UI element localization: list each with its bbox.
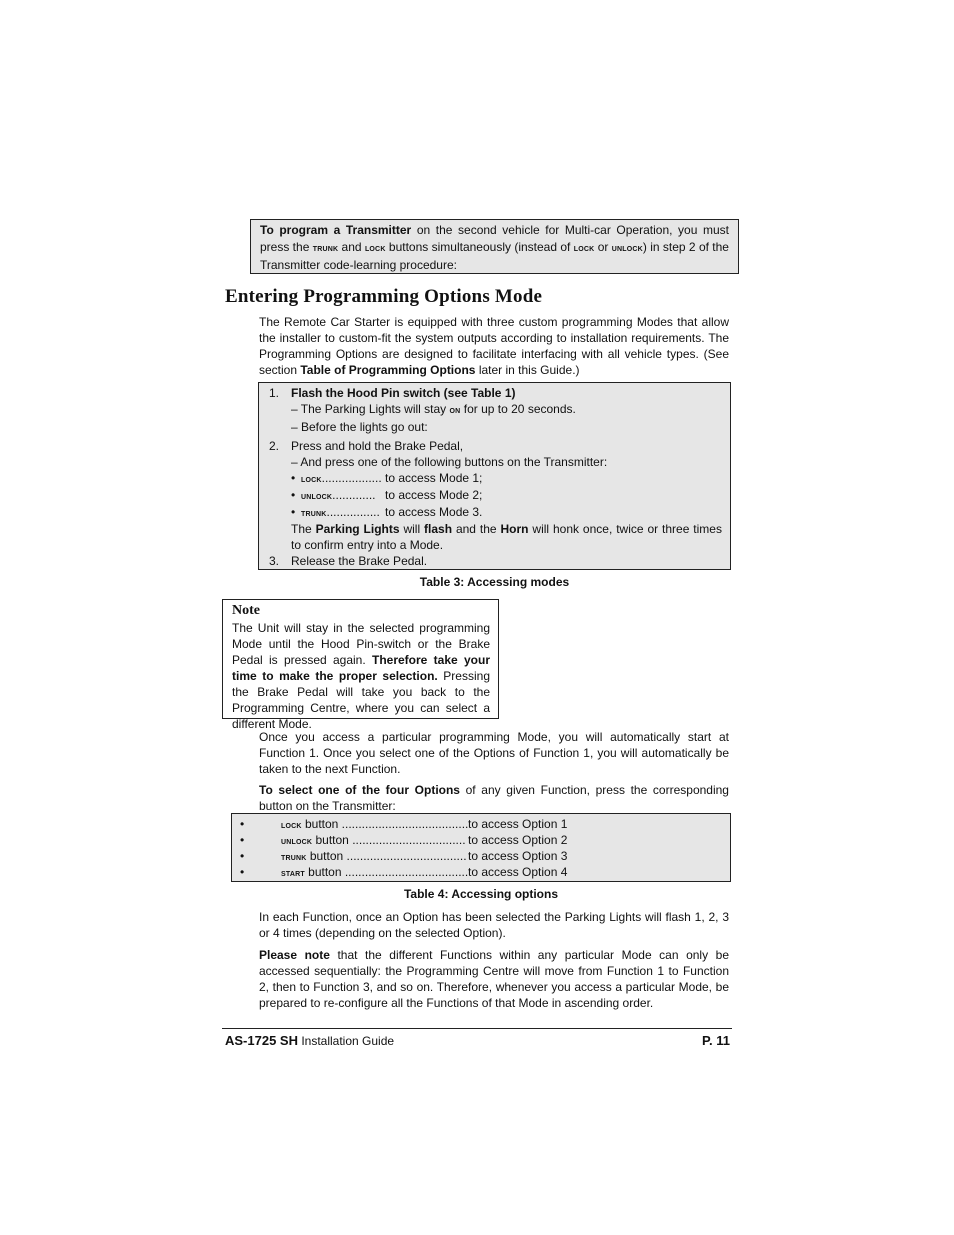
bullet-icon: •: [240, 865, 245, 879]
bullet-icon: •: [291, 505, 296, 519]
footer-guide-title: [225, 1033, 394, 1048]
step-1: [269, 385, 722, 435]
lock-key-label: lock: [364, 243, 386, 254]
note-text: on the second vehicle for Multi-car Operation, you must press the: [260, 223, 729, 254]
option-label: [281, 864, 468, 882]
flash-paragraph: In each Function, once an Option has been selected the Parking Lights will flash 1, 2, 3 or 4 times (depending on the selected Option).: [259, 910, 729, 940]
on-key-label: on: [449, 405, 461, 416]
transmitter-note-box: [250, 219, 739, 274]
step-2: [269, 438, 722, 553]
confirm-text: The: [291, 522, 316, 536]
select-bold: To select one of the four Options: [259, 783, 460, 797]
confirm-bold: Parking Lights: [315, 522, 400, 536]
note-text: buttons simultaneously (instead of: [385, 240, 574, 254]
model-number: AS-1725 SH: [225, 1033, 298, 1048]
confirm-text: and the: [452, 522, 501, 536]
option-row: [240, 848, 730, 864]
bullet-label: [301, 470, 385, 488]
accessing-modes-table: [258, 382, 731, 570]
step-detail-text: for up to 20 seconds.: [460, 402, 576, 416]
bullet-text: to access Mode 2;: [385, 488, 483, 502]
table-4-caption: Table 4: Accessing options: [403, 887, 559, 901]
note-text: ) in step 2 of the Transmitter code-learning procedure:: [260, 240, 729, 272]
bullet-icon: •: [240, 817, 245, 831]
option-row: [240, 816, 730, 832]
confirm-bold: flash: [424, 522, 453, 536]
option-text: to access Option 2: [468, 833, 568, 847]
note-body: [232, 620, 490, 732]
button-word: button: [304, 865, 342, 879]
note-title: Note: [232, 603, 260, 618]
bullet-icon: •: [240, 849, 245, 863]
bullet-label: [301, 487, 385, 505]
trunk-key-label: trunk: [281, 852, 307, 863]
step-detail-text: – The Parking Lights will stay: [291, 402, 450, 416]
option-text: to access Option 3: [468, 849, 568, 863]
please-note-text: that the different Functions within any particular Mode can only be accessed sequentially: the Programming Centre will move from Function 1 to Function 2, then to Function 3, and so on. Therefore, whenever you access a particular Mode, be prepared to re-configure all the Functions of that Mode in ascending order.: [259, 948, 729, 1010]
step-confirm-text: [291, 521, 722, 553]
step-number: 2.: [269, 439, 280, 453]
step-3: [269, 553, 722, 569]
accessing-options-table: [231, 813, 731, 882]
note-bold-lead: To program a Transmitter: [260, 223, 412, 237]
select-option-paragraph: [259, 782, 729, 814]
page-number: P. 11: [702, 1033, 730, 1048]
step-detail: [291, 401, 722, 419]
leader-dots: .............: [332, 488, 376, 502]
option-text: to access Option 4: [468, 865, 568, 879]
option-row: [240, 864, 730, 880]
step-detail: – Before the lights go out:: [291, 420, 428, 434]
leader-dots: ......................................: [338, 817, 468, 831]
button-word: button: [312, 833, 349, 847]
button-word: button: [301, 817, 339, 831]
step-title: Flash the Hood Pin switch (see Table 1): [291, 386, 516, 400]
step-title: Press and hold the Brake Pedal,: [291, 439, 464, 453]
mode-bullet: [291, 504, 722, 521]
leader-dots: ....................................: [343, 849, 467, 863]
mode-bullet: [291, 487, 722, 504]
lock-key-label: lock: [281, 820, 302, 831]
step-detail: – And press one of the following buttons on the Transmitter:: [291, 455, 608, 469]
please-note-paragraph: [259, 947, 729, 1011]
option-row: [240, 832, 730, 848]
bullet-text: to access Mode 3.: [385, 505, 483, 519]
step-title: Release the Brake Pedal.: [291, 554, 428, 568]
option-text: to access Option 1: [468, 817, 568, 831]
intro-bold: Table of Programming Options: [300, 363, 476, 377]
leader-dots: .....................................: [341, 865, 468, 879]
bullet-icon: •: [240, 833, 245, 847]
please-note-bold: Please note: [259, 948, 330, 962]
note-text: The Unit will stay in the selected programming Mode until the Hood Pin-switch or the Brake Pedal is pressed again.: [232, 621, 490, 667]
bullet-icon: •: [291, 471, 296, 485]
note-text: Pressing the Brake Pedal will take you back to the Programming Centre, where you can select a different Mode.: [232, 669, 490, 731]
footer-divider: [222, 1028, 732, 1029]
unlock-key-label: unlock: [611, 243, 643, 254]
lock-key-label: lock: [301, 474, 322, 485]
confirm-text: will honk once, twice or three times to confirm entry into a Mode.: [291, 522, 722, 552]
bullet-text: to access Mode 1;: [385, 471, 483, 485]
leader-dots: ..................................: [348, 833, 466, 847]
unlock-key-label: unlock: [281, 836, 313, 847]
guide-label: Installation Guide: [297, 1034, 395, 1048]
lock-key-label: lock: [573, 243, 595, 254]
intro-text: later in this Guide.): [475, 363, 580, 377]
unlock-key-label: unlock: [301, 491, 333, 502]
section-title: Entering Programming Options Mode: [225, 286, 543, 307]
function-paragraph: Once you access a particular programming Mode, you will automatically start at Function 1. Once you select one of the Options of Function 1, you will automatically be taken to the next Function.: [259, 730, 729, 776]
table-3-caption: Table 3: Accessing modes: [419, 575, 570, 589]
confirm-text: will: [399, 522, 425, 536]
trunk-key-label: trunk: [312, 243, 339, 254]
step-number: 3.: [269, 554, 280, 568]
note-bold: Therefore take your time to make the proper selection.: [232, 653, 490, 683]
note-text: or: [594, 240, 612, 254]
leader-dots: ................: [326, 505, 380, 519]
intro-text: The Remote Car Starter is equipped with three custom programming Modes that allow the installer to custom-fit the system outputs according to installation requirements. The Programming Options are designed to facilitate interfacing with all vehicle types. (See section: [259, 315, 729, 377]
mode-bullet: [291, 470, 722, 487]
start-key-label: start: [281, 868, 305, 879]
select-text: of any given Function, press the corresponding button on the Transmitter:: [259, 783, 729, 813]
intro-paragraph: [259, 314, 729, 378]
note-box: [222, 599, 499, 731]
note-text: and: [338, 240, 365, 254]
bullet-icon: •: [291, 488, 296, 502]
leader-dots: ..................: [321, 471, 382, 485]
button-word: button: [306, 849, 344, 863]
confirm-bold: Horn: [500, 522, 529, 536]
trunk-key-label: trunk: [301, 508, 327, 519]
bullet-label: [301, 504, 385, 522]
step-number: 1.: [269, 386, 280, 400]
